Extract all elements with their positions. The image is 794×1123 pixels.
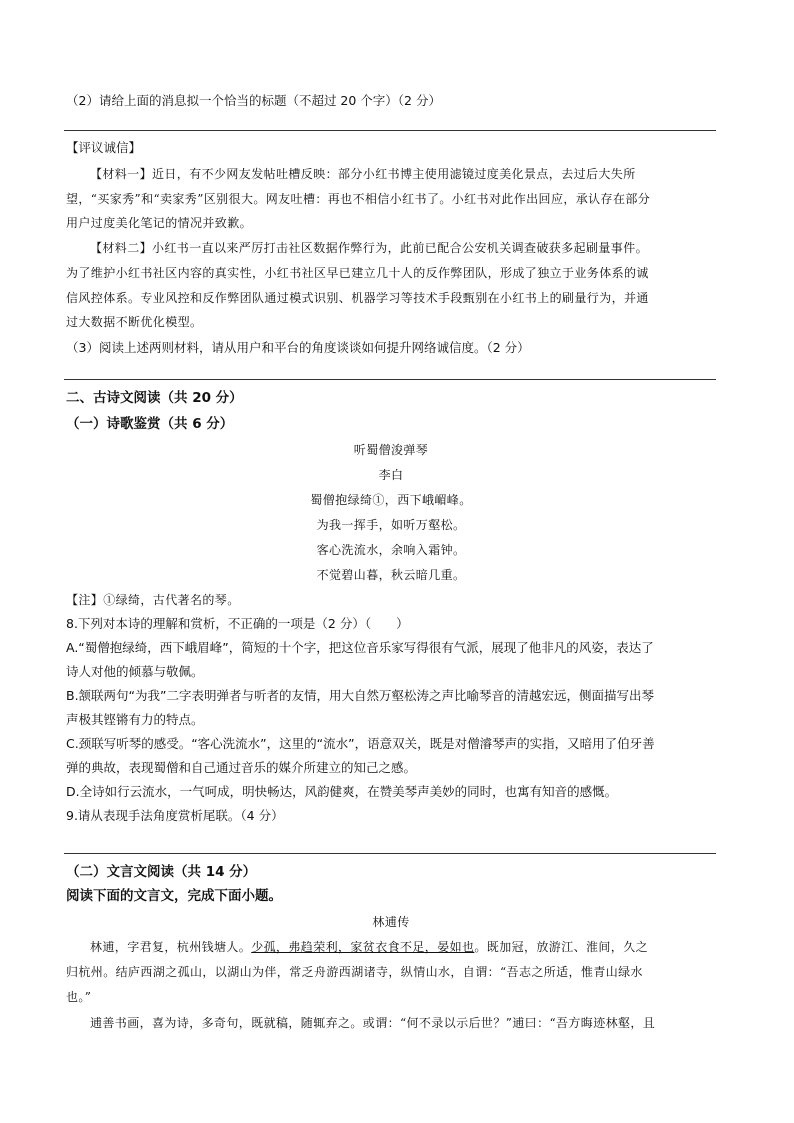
- question-3: （3）阅读上述两则材料，请从用户和平台的角度谈谈如何提升网络诚信度。（2 分）: [66, 340, 530, 355]
- section-title: 二、古诗文阅读（共 20 分）: [66, 390, 243, 406]
- option-a: A.“蜀僧抱绿绮，西下峨眉峰”，简短的十个字，把这位音乐家写得很有气派，展现了他非凡的风姿，表达了: [66, 640, 654, 655]
- material2-line: 【材料二】小红书一直以来严厉打击社区数据作弊行为，此前已配合公安机关调查破获多起刷量事件。: [90, 241, 649, 255]
- material2-line: 信风控体系。专业风控和反作弊团队通过模式识别、机器学习等技术手段甄别在小红书上的刷量行为，并通: [66, 291, 649, 305]
- option-d: D.全诗如行云流水，一气呵成，明快畅达，风韵健爽，在赞美琴声美妙的同时，也寓有知音的感慨。: [66, 784, 618, 799]
- poem-line: 不觉碧山暮，秋云暗几重。: [316, 568, 466, 582]
- material2-line: 过大数据不断优化模型。: [66, 315, 203, 329]
- option-c: C.颈联写听琴的感受。“客心洗流水”，这里的“流水”，语意双关，既是对僧濬琴声的实指，又暗用了伯牙善: [66, 736, 655, 751]
- eval-heading: 【评议诚信】: [66, 140, 142, 155]
- poem-title: 听蜀僧浚弹琴: [353, 443, 429, 457]
- divider: [64, 379, 716, 380]
- option-a-cont: 诗人对他的倾慕与敬佩。: [66, 664, 204, 679]
- classical-text-line: 也。”: [66, 990, 92, 1004]
- poem-line: 为我一挥手，如听万壑松。: [316, 518, 466, 532]
- poem-author: 李白: [378, 468, 404, 482]
- underlined-sentence: 少孤，弗趋荣利，家贫衣食不足，晏如也: [251, 940, 475, 954]
- reading-instruction: 阅读下面的文言文，完成下面小题。: [66, 888, 282, 904]
- material1-line: 用户过度美化笔记的情况并致歉。: [66, 216, 253, 230]
- divider: [64, 130, 716, 131]
- classical-text-line: 归杭州。结庐西湖之孤山，以湖山为伴，常乏舟游西湖诸寺，纵情山水，自谓：“吾志之所适，惟青山绿水: [66, 965, 643, 979]
- poem-line: 客心洗流水，余响入霜钟。: [316, 543, 466, 557]
- poem-line: 蜀僧抱绿绮①，西下峨嵋峰。: [310, 493, 472, 507]
- classical-text-line: 逋善书画，喜为诗，多奇句，既就稿，随辄弃之。或谓：“何不录以示后世？”逋曰：“吾方晦迹林壑，且: [90, 1016, 656, 1030]
- option-b: B.颔联两句“为我”二字表明弹者与听者的友情，用大自然万壑松涛之声比喻琴音的清越宏远，侧面描写出琴: [66, 688, 655, 703]
- divider: [64, 853, 716, 854]
- question-2: （2）请给上面的消息拟一个恰当的标题（不超过 20 个字）（2 分）: [66, 93, 441, 108]
- question-8: 8.下列对本诗的理解和赏析，不正确的一项是（2 分）（ ）: [66, 616, 409, 631]
- classical-text-line: 林逋，字君复，杭州钱塘人。少孤，弗趋荣利，家贫衣食不足，晏如也。既加冠，放游江、淮间，久之: [90, 940, 649, 954]
- material1-line: 望，“买家秀”和“卖家秀”区别很大。网友吐槽：再也不相信小红书了。小红书对此作出回应，承认存在部分: [66, 192, 651, 206]
- option-b-cont: 声极其铿锵有力的特点。: [66, 712, 204, 727]
- text-title: 林逋传: [372, 915, 410, 929]
- question-9: 9.请从表现手法角度赏析尾联。（4 分）: [66, 808, 284, 823]
- material2-line: 为了维护小红书社区内容的真实性，小红书社区早已建立几十人的反作弊团队，形成了独立于业务体系的诚: [66, 266, 649, 280]
- subsection-title: （一）诗歌鉴赏（共 6 分）: [66, 416, 234, 432]
- subsection-title: （二）文言文阅读（共 14 分）: [66, 864, 257, 880]
- option-c-cont: 弹的典故，表现蜀僧和自己通过音乐的媒介所建立的知己之感。: [66, 760, 417, 775]
- poem-note: 【注】①绿绮，古代著名的琴。: [66, 593, 240, 607]
- material1-line: 【材料一】近日，有不少网友发帖吐槽反映：部分小红书博主使用滤镜过度美化景点，去过后大失所: [90, 167, 636, 181]
